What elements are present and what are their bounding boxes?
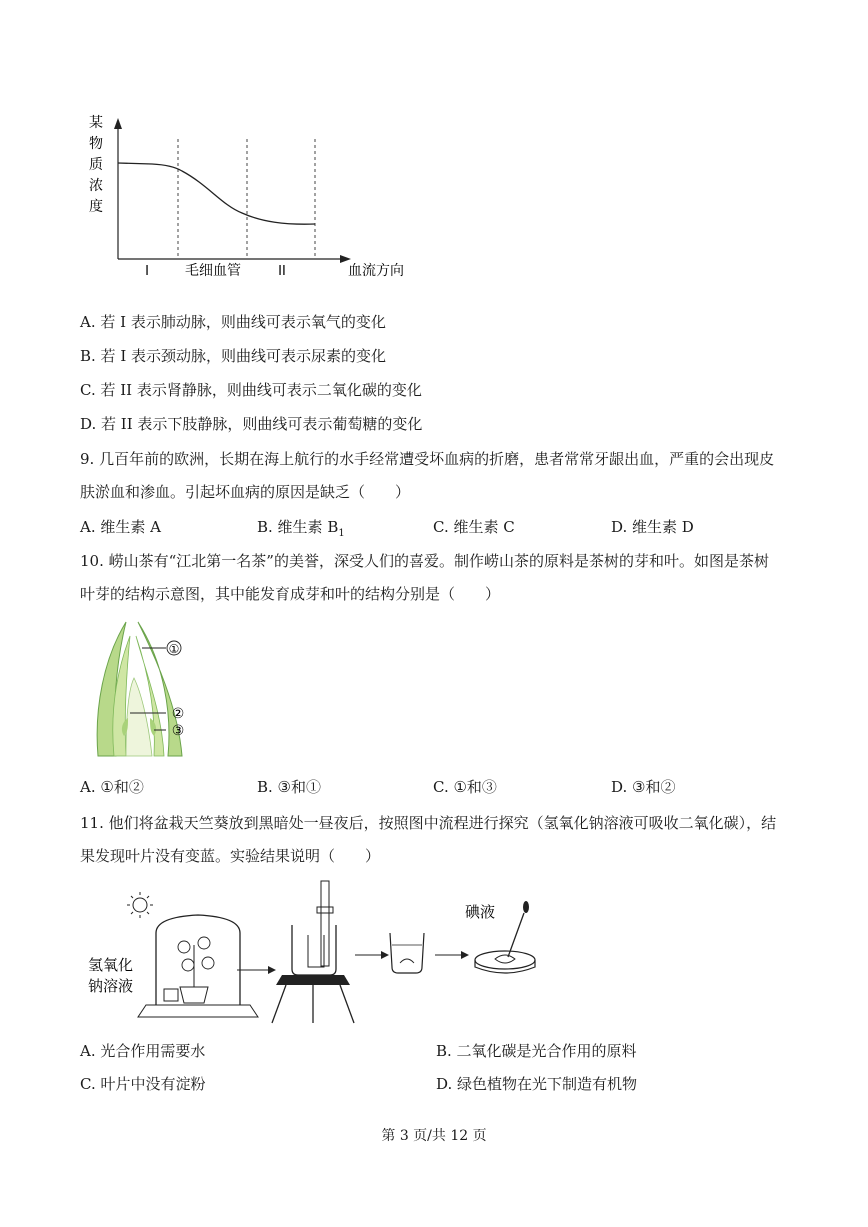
option-d: D. 绿色植物在光下制造有机物 (436, 1075, 638, 1093)
option-b: B. 若 I 表示颈动脉，则曲线可表示尿素的变化 (80, 347, 387, 365)
option-a: A. ①和② (80, 778, 144, 796)
option-c: C. 维生素 C (433, 518, 515, 536)
label-2: ② (171, 706, 185, 722)
option-c: C. 叶片中没有淀粉 (80, 1075, 206, 1093)
concentration-graph (80, 105, 420, 285)
option-a: A. 若 I 表示肺动脉，则曲线可表示氧气的变化 (80, 313, 386, 331)
question-11-line-2: 果发现叶片没有变蓝。实验结果说明（ ） (80, 847, 381, 865)
y-label-char: 质 (89, 157, 103, 173)
region-label-2: II (278, 264, 286, 279)
option-d: D. ③和② (611, 778, 676, 796)
option-c: C. 若 II 表示肾静脉，则曲线可表示二氧化碳的变化 (80, 381, 422, 399)
label-3: ③ (171, 723, 185, 739)
page-footer: 第 3 页/共 12 页 (381, 1128, 487, 1144)
question-11-line-1: 11. 他们将盆栽天竺葵放到黑暗处一昼夜后，按照图中流程进行探究（氢氧化钠溶液可吸收二氧化碳），结 (80, 814, 777, 832)
subscript: 1 (338, 528, 345, 539)
y-label-char: 物 (89, 136, 103, 152)
arrow-head (461, 951, 469, 959)
question-9-line-2: 肤淤血和渗血。引起坏血病的原因是缺乏（ ） (80, 483, 411, 501)
leaf-bud-diagram (86, 618, 206, 758)
bell-jar-setup (138, 915, 258, 1017)
option-a: A. 维生素 A (80, 518, 161, 536)
option-b-text: B. 维生素 B (257, 518, 339, 536)
region-label-1: I (145, 264, 149, 279)
iodine-label: 碘液 (465, 903, 496, 921)
sun-icon (127, 892, 153, 918)
question-10-line-1: 10. 崂山茶有“江北第一名茶”的美誉，深受人们的喜爱。制作崂山茶的原料是茶树的芽和叶。如图是茶树 (80, 552, 769, 570)
arrow-head (268, 966, 276, 974)
y-axis-label (89, 114, 103, 215)
region-label-capillary: 毛细血管 (185, 263, 241, 279)
x-axis-label: 血流方向 (348, 263, 404, 279)
beaker (390, 933, 424, 973)
naoh-label: 钠溶液 (88, 977, 134, 995)
option-c: C. ①和③ (433, 778, 497, 796)
naoh-label: 氢氧化 (88, 956, 134, 974)
question-10-line-2: 叶芽的结构示意图，其中能发育成芽和叶的结构分别是（ ） (80, 585, 501, 603)
y-label-char: 浓 (89, 178, 103, 194)
experiment-flow-diagram (80, 875, 560, 1025)
concentration-curve (118, 163, 315, 224)
option-d: D. 维生素 D (611, 518, 694, 536)
question-9-line-1: 9. 几百年前的欧洲，长期在海上航行的水手经常遭受坏血病的折磨，患者常常牙龈出血，严重的会出现皮 (80, 450, 775, 468)
option-a: A. 光合作用需要水 (80, 1042, 206, 1060)
x-axis-arrow (340, 255, 351, 263)
option-b (257, 516, 345, 539)
water-bath-setup (272, 881, 354, 1023)
y-axis-arrow (114, 118, 122, 129)
label-1: ① (168, 642, 180, 656)
option-b: B. ③和① (257, 778, 322, 796)
arrow-head (381, 951, 389, 959)
option-b: B. 二氧化碳是光合作用的原料 (436, 1042, 637, 1060)
y-label-char: 度 (89, 199, 103, 215)
option-d: D. 若 II 表示下肢静脉，则曲线可表示葡萄糖的变化 (80, 415, 423, 433)
y-label-char: 某 (89, 115, 103, 131)
